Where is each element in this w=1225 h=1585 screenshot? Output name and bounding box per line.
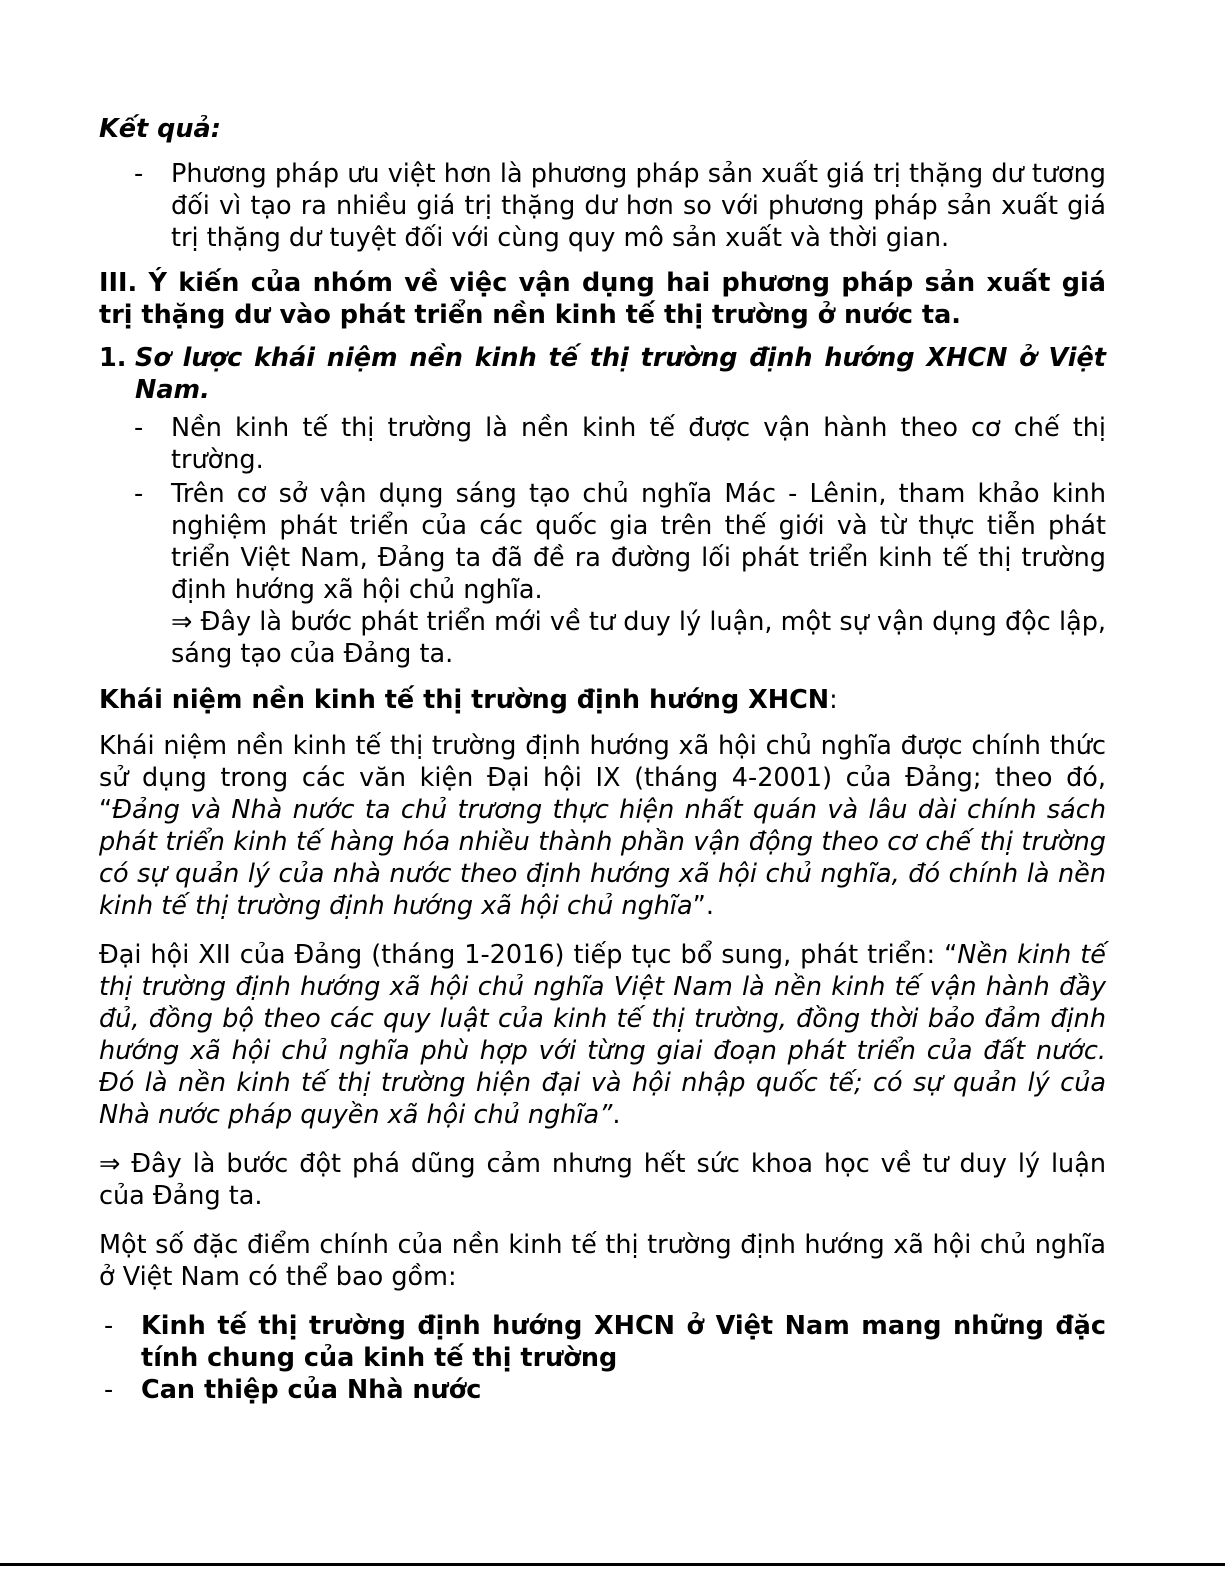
item-1-number: 1.: [99, 343, 127, 373]
item-1-bullet-2-text: Trên cơ sở vận dụng sáng tạo chủ nghĩa Mác - Lênin, tham khảo kinh nghiệm phát triển của các quốc gia trên thế giới và từ thực tiễn phát triển Việt Nam, Đảng ta đã đề ra đường lối phát triển kinh tế thị trường định hướng xã hội chủ nghĩa.: [171, 479, 1106, 605]
document-page: [99, 113, 1106, 1406]
feature-item-2-text: Can thiệp của Nhà nước: [141, 1375, 482, 1405]
ket-qua-text: Phương pháp ưu việt hơn là phương pháp sản xuất giá trị thặng dư tương đối vì tạo ra nhiều giá trị thặng dư hơn so với phương pháp sản xuất giá trị thặng dư tuyệt đối với cùng quy mô sản xuất và thời gian.: [171, 159, 1106, 253]
bullet-dash: -: [134, 479, 144, 509]
ket-qua-heading: Kết quả:: [99, 114, 221, 144]
item-1-title: Sơ lược khái niệm nền kinh tế thị trường định hướng XHCN ở Việt Nam.: [135, 343, 1106, 405]
concept-paragraph-2: [99, 939, 1106, 1131]
feature-item-2: [99, 1374, 1106, 1406]
paragraph-1-lead: Khái niệm nền kinh tế thị trường định hướng xã hội chủ nghĩa được chính thức sử dụng trong các văn kiện Đại hội IX (tháng 4-2001) của Đảng; theo đó, “: [99, 731, 1106, 825]
paragraph-2-lead: Đại hội XII của Đảng (tháng 1-2016) tiếp tục bổ sung, phát triển: “: [99, 940, 958, 970]
page-bottom-rule: [0, 1563, 1225, 1566]
item-1-bullet-1: [99, 412, 1106, 476]
features-intro: Một số đặc điểm chính của nền kinh tế thị trường định hướng xã hội chủ nghĩa ở Việt Nam có thể bao gồm:: [99, 1230, 1106, 1292]
paragraph-1-quote: Đảng và Nhà nước ta chủ trương thực hiện nhất quán và lâu dài chính sách phát triển kinh tế hàng hóa nhiều thành phần vận động theo cơ chế thị trường có sự quản lý của nhà nước theo định hướng xã hội chủ nghĩa, đó chính là nền kinh tế thị trường định hướng xã hội chủ nghĩa: [99, 795, 1106, 921]
concept-paragraph-1: [99, 730, 1106, 922]
concept-heading-text: Khái niệm nền kinh tế thị trường định hướng XHCN: [99, 685, 830, 715]
feature-item-1: [99, 1310, 1106, 1374]
ket-qua-bullet: [99, 158, 1106, 254]
bullet-dash: -: [134, 413, 144, 443]
item-1-bullet-2: [99, 478, 1106, 606]
paragraph-2-end: .: [612, 1100, 621, 1130]
feature-item-1-text: Kinh tế thị trường định hướng XHCN ở Việt Nam mang những đặc tính chung của kinh tế thị trường: [141, 1311, 1106, 1373]
item-1-bullet-1-text: Nền kinh tế thị trường là nền kinh tế được vận hành theo cơ chế thị trường.: [171, 413, 1106, 475]
section-3-heading: III. Ý kiến của nhóm về việc vận dụng hai phương pháp sản xuất giá trị thặng dư vào phát triển nền kinh tế thị trường ở nước ta.: [99, 268, 1106, 330]
paragraph-2-quote: Nền kinh tế thị trường định hướng xã hội chủ nghĩa Việt Nam là nền kinh tế vận hành đầy đủ, đồng bộ theo các quy luật của kinh tế thị trường, đồng thời bảo đảm định hướng xã hội chủ nghĩa phù hợp với từng giai đoạn phát triển của đất nước. Đó là nền kinh tế thị trường hiện đại và hội nhập quốc tế; có sự quản lý của Nhà nước pháp quyền xã hội chủ nghĩa”: [99, 940, 1106, 1130]
bullet-dash: -: [104, 1375, 114, 1405]
bullet-dash: -: [104, 1311, 114, 1341]
concept-heading-colon: :: [829, 685, 838, 715]
bullet-dash: -: [134, 159, 144, 189]
concept-heading: [99, 684, 1106, 716]
item-1-conclusion: ⇒ Đây là bước phát triển mới về tư duy lý luận, một sự vận dụng độc lập, sáng tạo của Đảng ta.: [171, 607, 1106, 669]
item-1-heading: [99, 342, 1106, 406]
concept-conclusion: ⇒ Đây là bước đột phá dũng cảm nhưng hết sức khoa học về tư duy lý luận của Đảng ta.: [99, 1149, 1106, 1211]
paragraph-1-end: ”.: [692, 891, 714, 921]
